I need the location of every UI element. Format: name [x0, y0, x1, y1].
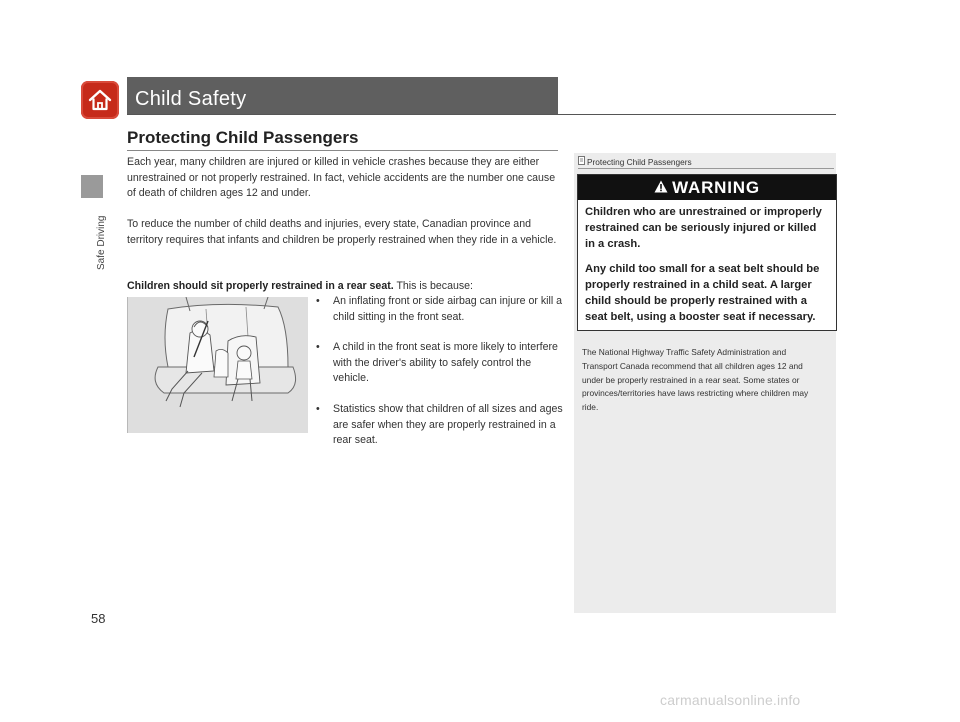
reason-paragraph [127, 279, 557, 295]
side-note-heading-text: Protecting Child Passengers [587, 156, 692, 167]
reason-lead: Children should sit properly restrained in a rear seat. [127, 280, 394, 292]
list-item [313, 340, 563, 387]
list-item [313, 294, 563, 325]
reason-rest: This is because: [393, 280, 473, 292]
bullet-text: A child in the front seat is more likely to interfere with the driver's ability to safely control the vehicle. [333, 341, 558, 385]
warning-text-1: Children who are unrestrained or improperly restrained can be seriously injured or killed in a crash. [585, 206, 822, 250]
side-note-body: The National Highway Traffic Safety Administration and Transport Canada recommend that all children ages 12 and under be properly restrained in a rear seat. Some states or provinces/territories have laws restricting where children may ride. [582, 347, 809, 413]
watermark: carmanualsonline.info [660, 692, 801, 708]
warning-banner [578, 175, 836, 200]
bullet-marker: • [316, 402, 320, 415]
bullet-marker: • [316, 341, 320, 354]
reason-list [313, 294, 563, 464]
intro-paragraph: Each year, many children are injured or killed in vehicle crashes because they are either unrestrained or not properly restrained. In fact, vehicle accidents are the number one cause of death of children ages 12 and under. [127, 156, 556, 200]
bullet-text: Statistics show that children of all sizes and ages are safer when they are properly restrained in a rear seat. [333, 402, 563, 447]
bullet-marker: • [316, 295, 320, 307]
chapter-tab [81, 175, 103, 198]
warning-box [577, 174, 837, 331]
side-note-divider [578, 168, 834, 169]
list-item [313, 402, 563, 449]
page-number: 58 [91, 611, 106, 626]
warning-label: WARNING [672, 177, 760, 197]
rear-seat-illustration [127, 297, 308, 433]
chapter-label: Safe Driving [96, 215, 107, 270]
home-button[interactable] [81, 81, 119, 119]
heading-divider [127, 150, 558, 151]
home-icon [87, 88, 113, 112]
section-title: Child Safety [135, 88, 247, 110]
warning-text-2: Any child too small for a seat belt should be properly restrained in a child seat. A larger child should be properly restrained with a seat belt, using a booster seat if necessary. [585, 263, 820, 323]
warning-icon [654, 180, 668, 196]
side-note-heading[interactable] [578, 156, 692, 167]
section-divider [127, 114, 836, 115]
page-heading: Protecting Child Passengers [127, 128, 359, 147]
section-title-bar [127, 77, 558, 114]
law-paragraph: To reduce the number of child deaths and injuries, every state, Canadian province and territory requires that infants and children be properly restrained when they ride in a vehicle. [127, 218, 557, 246]
bullet-text: An inflating front or side airbag can injure or kill a child sitting in the front seat. [333, 295, 563, 323]
note-icon [578, 156, 585, 167]
